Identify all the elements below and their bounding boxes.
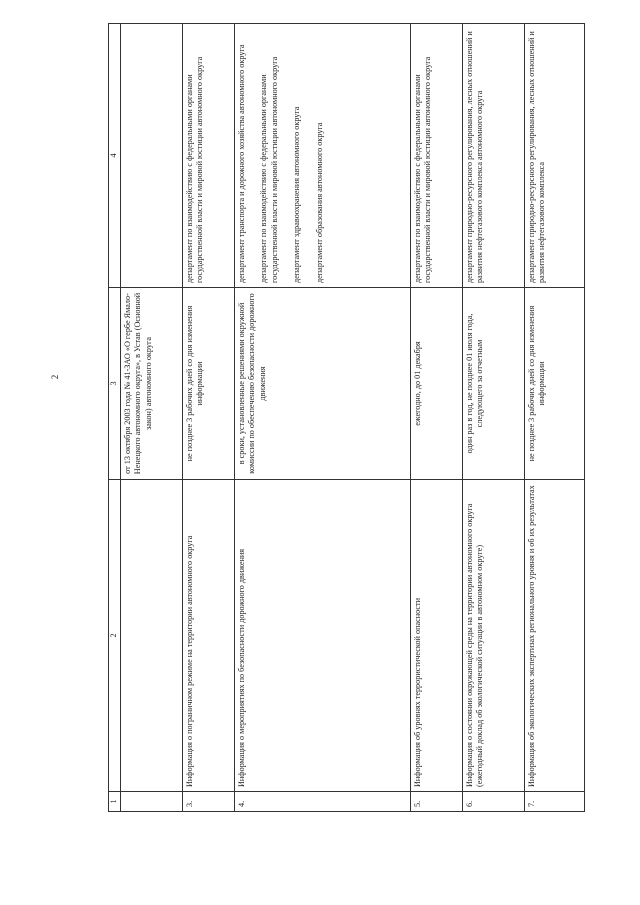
information-table xyxy=(108,23,585,812)
table-row xyxy=(462,24,524,812)
cell-term: не позднее 3 рабочих дней со дня изменения информации xyxy=(524,288,585,480)
table-row xyxy=(182,24,234,812)
cell-number: 5. xyxy=(410,792,462,812)
page-number: 2 xyxy=(50,374,60,380)
cell-term: один раз в год, не позднее 01 июля года, следующего за отчетным xyxy=(462,288,524,480)
cell-dept: департамент природно-ресурсного регулирования, лесных отношений и развития нефтегазового комплекса автономного округа xyxy=(462,24,524,288)
cell-info: Информация о мероприятиях по безопасности дорожного движения xyxy=(234,480,410,792)
cell-number: 4. xyxy=(234,792,410,812)
cell-info: Информация о пограничном режиме на территории автономного округа xyxy=(182,480,234,792)
cell-dept: департамент природно-ресурсного регулирования, лесных отношений и развития нефтегазового комплекса xyxy=(524,24,585,288)
cell-info xyxy=(120,480,182,792)
cell-term: в сроки, установленные решениями окружной комиссии по обеспечению безопасности дорожного движения xyxy=(234,288,410,480)
rotated-table-container xyxy=(108,24,585,812)
dept-line: департамент по взаимодействию с федеральными органами государственной власти и мировой юстиции автономного округа xyxy=(259,56,279,283)
column-header-3: 3 xyxy=(109,288,121,480)
cell-info: Информация об уровнях террористической опасности xyxy=(410,480,462,792)
header-row xyxy=(109,24,121,812)
cell-number xyxy=(120,792,182,812)
table-row xyxy=(234,24,410,812)
column-header-2: 2 xyxy=(109,480,121,792)
table-row xyxy=(410,24,462,812)
column-header-4: 4 xyxy=(109,24,121,288)
dept-line: департамент здравоохранения автономного округа xyxy=(292,106,301,283)
cell-dept xyxy=(234,24,410,288)
cell-term: ежегодно, до 01 декабря xyxy=(410,288,462,480)
continued-row xyxy=(120,24,182,812)
dept-line: департамент образования автономного округа xyxy=(314,122,324,283)
cell-number: 6. xyxy=(462,792,524,812)
cell-info: Информация о состоянии окружающей среды на территории автономного округа (ежегодный доклад об экологической ситуации в автономном округе) xyxy=(462,480,524,792)
dept-line: департамент транспорта и дорожного хозяйства автономного округа xyxy=(236,44,246,283)
cell-term: от 13 октября 2003 года № 41-ЗАО «О гербе Ямало-Ненецкого автономного округа», в Устав (Основной закон) автономного округа xyxy=(120,288,182,480)
cell-dept: департамент по взаимодействию с федеральными органами государственной власти и мировой юстиции автономного округа xyxy=(182,24,234,288)
column-header-1: 1 xyxy=(109,792,121,812)
cell-number: 3. xyxy=(182,792,234,812)
cell-number: 7. xyxy=(524,792,585,812)
table-row xyxy=(524,24,585,812)
cell-dept xyxy=(120,24,182,288)
cell-dept: департамент по взаимодействию с федеральными органами государственной власти и мировой юстиции автономного округа xyxy=(410,24,462,288)
cell-info: Информация об экологических экспертизах регионального уровня и об их результатах xyxy=(524,480,585,792)
cell-term: не позднее 3 рабочих дней со дня изменения информации xyxy=(182,288,234,480)
